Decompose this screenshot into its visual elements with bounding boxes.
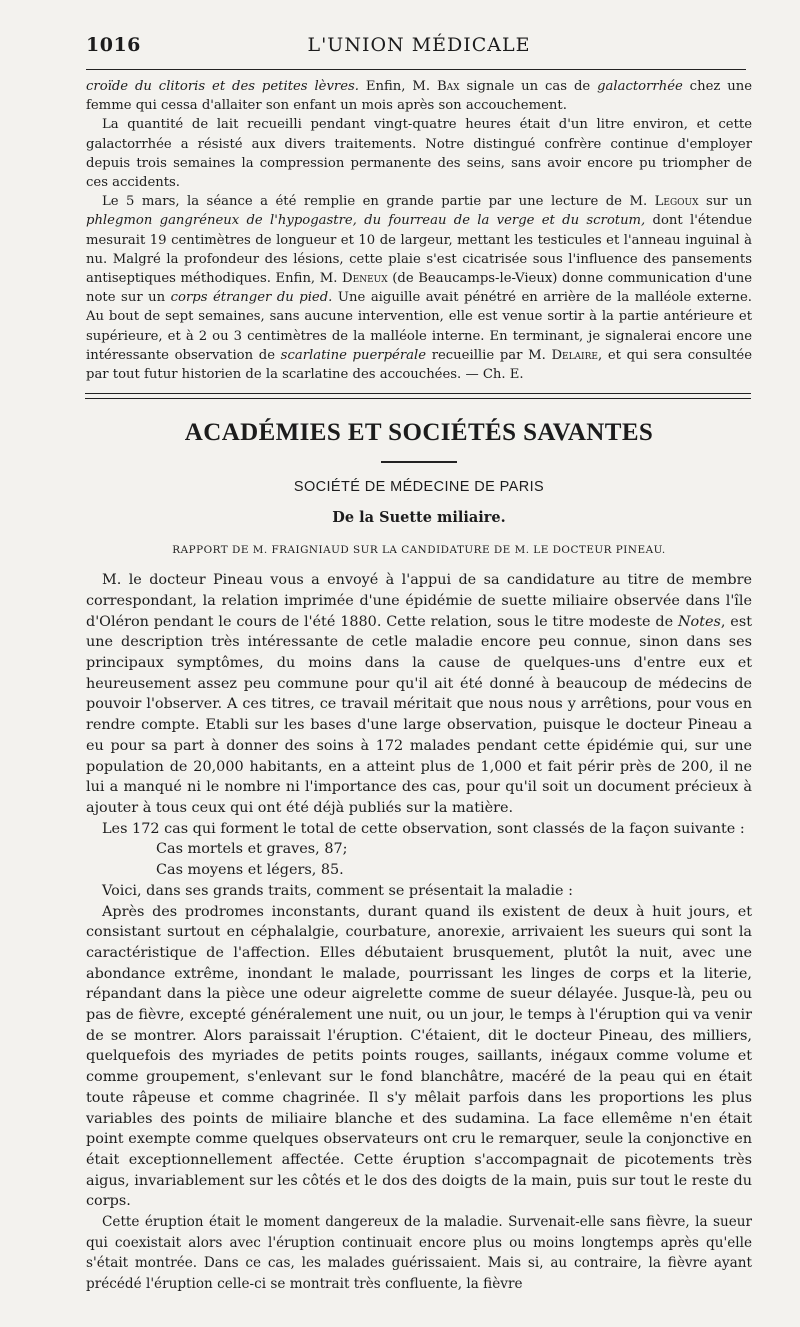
paragraph: M. le docteur Pineau vous a envoyé à l'appui de sa candidature au titre de membre correspondant, la relation imprimée d'une épidémie de suette miliaire observée dans l'île d'Oléron pendant le cours de l'été 1880. Cette relation, sous le titre modeste de Notes, est une description très intéressante de cetle maladie encore peu connue, sinon dans ses principaux symptômes, du moins dans la cause de quelques-uns d'entre eux et heureusement assez peu commune pour qu'il ait été donné à beaucoup de médecins de pouvoir l'observer. A ces titres, ce travail méritait que nous nous y arrêtions, pour vous en rendre compte. Etabli sur les bases d'une large observation, puisque le docteur Pineau a eu pour sa part à donner des soins à 172 malades pendant cette épidémie qui, sur une population de 20,000 habitants, en a atteint plus de 1,000 et fait périr près de 200, il ne lui a manqué ni le nombre ni l'importance des cas, pour qu'il soit un document précieux à ajouter à tous ceux qui ont été déjà publiés sur la matière. bbox=[86, 572, 752, 816]
journal-title: L'UNION MÉDICALE bbox=[307, 34, 531, 56]
article-title: De la Suette miliaire. bbox=[332, 509, 506, 527]
section-divider bbox=[85, 393, 751, 399]
paragraph: Après des prodromes inconstants, durant quand ils existent de deux à huit jours, et consistant surtout en céphalalgie, courbature, anorexie, arrivaient les sueurs qui sont la caractéristique de l'affection. Elles débutaient brusquement, plutôt la nuit, avec une abondance extrême, inondant le malade, pourrissant les linges de corps et la literie, répandant dans la pièce une odeur aigrelette comme de sueur délayée. Jusque-là, peu ou pas de fièvre, excepté généralement une nuit, ou un jour, le temps à l'éruption qui va venir de se montrer. Alors paraissait l'éruption. C'étaient, dit le docteur Pineau, des milliers, quelquefois des myriades de petits points rouges, saillants, inégaux comme volume et comme groupement, s'enlevant sur le fond blanchâtre, macéré de la peau qui en était toute râpeuse et comme chagrinée. Il s'y mêlait parfois dans les proportions les plus variables des points de miliaire blanche et des sudamina. La face ellemême n'en était point exempte comme quelques observateurs ont cru le remarquer, seule la conjonctive en était exceptionnellement affectée. Cette éruption s'accompagnait de picotements très aigus, invariablement sur les côtés et le dos des doigts de la main, puis sur tout le reste du corps. bbox=[86, 903, 752, 1210]
list-item: Cas moyens et légers, 85. bbox=[156, 862, 344, 879]
page-number: 1016 bbox=[86, 34, 141, 56]
section-heading: ACADÉMIES ET SOCIÉTÉS SAVANTES bbox=[184, 419, 654, 447]
list-item: Cas mortels et graves, 87; bbox=[156, 841, 348, 858]
paragraph: croïde du clitoris et des petites lèvres. Enfin, M. Bax signale un cas de galactorrhée chez une femme qui cessa d'allaiter son enfant un mois après son accouchement. bbox=[86, 79, 752, 114]
society-name: SOCIÉTÉ DE MÉDECINE DE PARIS bbox=[293, 479, 545, 496]
paragraph: Les 172 cas qui forment le total de cette observation, sont classés de la façon suivante : bbox=[102, 820, 745, 837]
running-head bbox=[86, 34, 752, 64]
paragraph: Le 5 mars, la séance a été remplie en grande partie par une lecture de M. Legoux sur un phlegmon gangréneux de l'hypogastre, du fourreau de la verge et du scrotum, dont l'étendue mesurait 19 centimètres de longueur et 10 de largeur, mettant les testicules et l'anneau inguinal à nu. Malgré la profondeur des lésions, cette plaie s'est cicatrisée sous l'influence des pansements antiseptiques méthodiques. Enfin, M. Deneux (de Beaucamps-le-Vieux) donne communication d'une note sur un corps étranger du pied. Une aiguille avait pénétré en arrière de la malléole externe. Au bout de sept semaines, sans aucune intervention, elle est venue sortir à la partie antérieure et supérieure, et à 2 ou 3 centimètres de la malléole interne. En terminant, je signalerai encore une intéressante observation de scarlatine puerpérale recueillie par M. Delaire, et qui sera consultée par tout futur historien de la scarlatine des accouchées. — Ch. E. bbox=[86, 194, 753, 383]
header-rule bbox=[86, 69, 746, 70]
report-line: RAPPORT DE M. FRAIGNIAUD SUR LA CANDIDATURE DE M. LE DOCTEUR PINEAU. bbox=[172, 544, 666, 557]
paragraph: La quantité de lait recueilli pendant vingt-quatre heures était d'un litre environ, et cette galactorrhée a résisté aux divers traitements. Notre distingué confrère continue d'employer depuis trois semaines la compression permanente des seins, sans avoir encore pu triompher de ces accidents. bbox=[86, 117, 752, 191]
heading-rule bbox=[381, 461, 457, 463]
paragraph: Voici, dans ses grands traits, comment se présentait la maladie : bbox=[102, 882, 573, 899]
article-body bbox=[86, 570, 752, 1295]
page bbox=[86, 34, 752, 1295]
paragraph: Cette éruption était le moment dangereux de la maladie. Survenait-elle sans fièvre, la sueur qui coexistait alors avec l'éruption continuait encore plus ou moins longtemps après qu'elle s'était montrée. Dans ce cas, les malades guérissaient. Mais si, au contraire, la fièvre ayant précédé l'éruption celle-ci se montrait très confluente, la fièvre bbox=[86, 1214, 752, 1293]
previous-article bbox=[86, 77, 752, 384]
